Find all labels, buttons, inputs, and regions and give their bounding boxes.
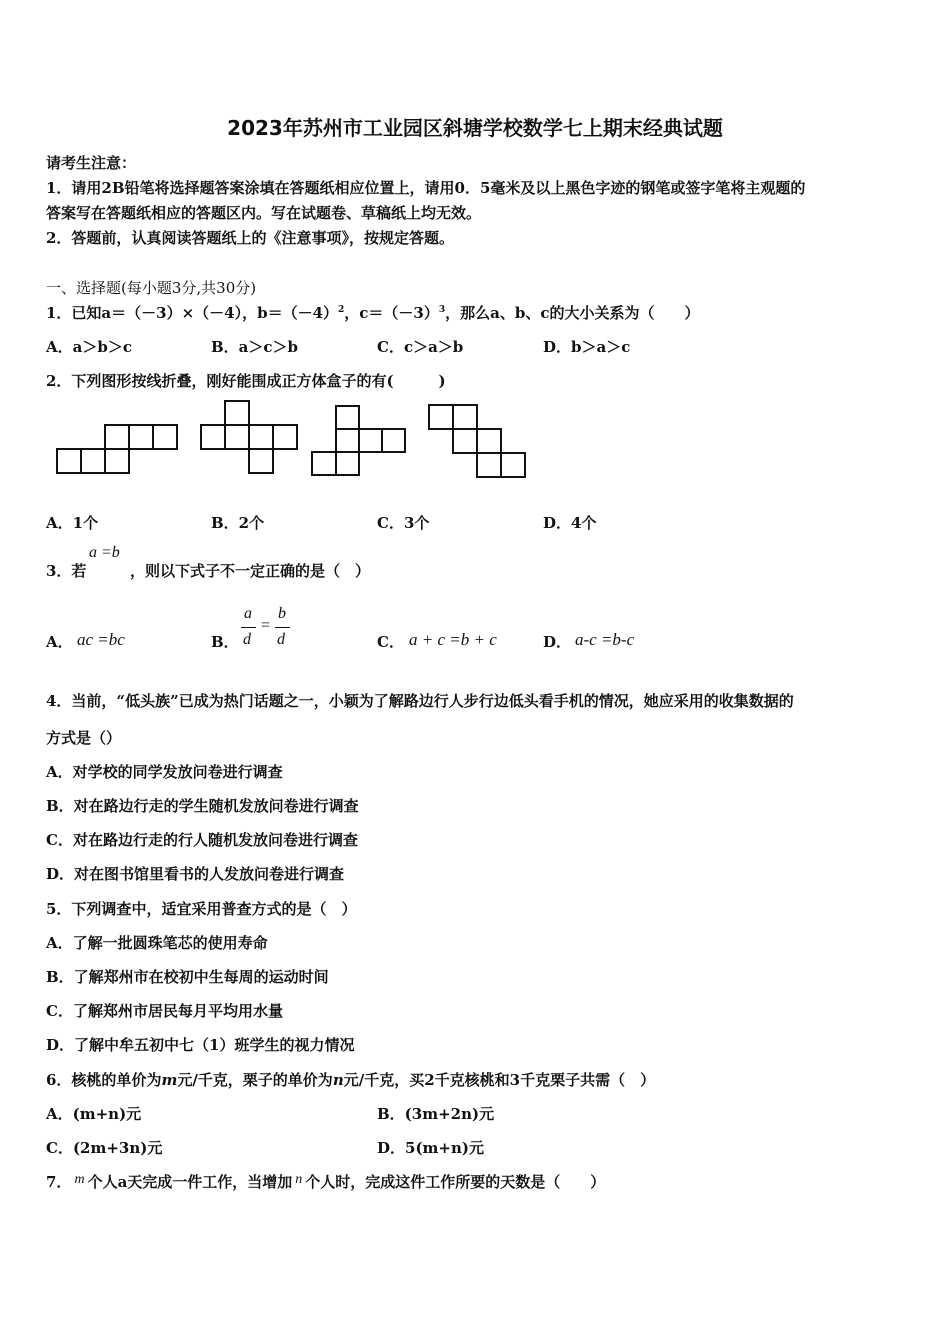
question-1: 1．已知a＝（－3）×（－4），$b=(-4)^2$，$c=(-3)^3$，那么a、b、c的大小关系为（ ） — [46, 304, 700, 322]
q1-option-b[interactable]: B．a＞c＞b — [211, 338, 299, 356]
notice-line-2: 2．答题前，认真阅读答题纸上的《注意事项》，按规定答题。 — [46, 229, 454, 247]
fraction-bar-2 — [275, 627, 290, 628]
cube-net-figure-3 — [311, 405, 409, 479]
fraction-a-denominator: d — [243, 631, 251, 648]
question-5: 5．下列调查中，适宜采用普查方式的是（ ） — [46, 900, 357, 918]
notice-line-1a: 1．请用2B铅笔将选择题答案涂填在答题纸相应位置上，请用0．5毫米及以上黑色字迹的钢笔或签字笔将主观题的 — [46, 179, 806, 197]
q6-option-c[interactable]: C．(2m+3n)元 — [46, 1139, 163, 1157]
q6-option-b[interactable]: B．(3m+2n)元 — [377, 1105, 495, 1123]
q5-option-a[interactable]: A．了解一批圆珠笔芯的使用寿命 — [46, 934, 268, 952]
notice-heading: 请考生注意： — [46, 154, 137, 172]
cube-net-figure-4 — [428, 404, 530, 480]
q1-option-d[interactable]: D．b＞a＞c — [543, 338, 631, 356]
q5-option-d[interactable]: D．了解中牟五初中七（1）班学生的视力情况 — [46, 1036, 355, 1054]
page-title: 2023年苏州市工业园区斜塘学校数学七上期末经典试题 — [227, 116, 723, 140]
q1-option-c[interactable]: C．c＞a＞b — [377, 338, 464, 356]
q3-option-a-label[interactable]: A． — [46, 633, 73, 651]
q6-option-d[interactable]: D．5(m+n)元 — [377, 1139, 484, 1157]
fraction-b-numerator: b — [278, 605, 286, 622]
q2-option-c[interactable]: C．3个 — [377, 514, 430, 532]
q1-option-a[interactable]: A．a＞b＞c — [46, 338, 132, 356]
q4-option-d[interactable]: D．对在图书馆里看书的人发放问卷进行调查 — [46, 865, 345, 883]
fraction-a-numerator: a — [244, 605, 252, 622]
cube-net-figure-1 — [56, 424, 182, 476]
question-2: 2．下列图形按线折叠，刚好能围成正方体盒子的有( ) — [46, 372, 446, 390]
q3-option-b-label[interactable]: B． — [211, 633, 239, 651]
cube-net-figure-2 — [200, 400, 302, 476]
question-4-line-1: 4．当前，“低头族”已成为热门话题之一，小颖为了解路边行人步行边低头看手机的情况，她应采用的收集数据的 — [46, 692, 794, 710]
q3-option-d-expr[interactable]: a-c =b-c — [575, 630, 635, 649]
fraction-b-denominator: d — [277, 631, 285, 648]
q4-option-b[interactable]: B．对在路边行走的学生随机发放问卷进行调查 — [46, 797, 359, 815]
q5-option-b[interactable]: B．了解郑州市在校初中生每周的运动时间 — [46, 968, 329, 986]
q3-option-d-label[interactable]: D． — [543, 633, 572, 651]
question-3-prefix: 3．若 — [46, 562, 87, 580]
question-4-line-2: 方式是（） — [46, 729, 122, 747]
question-3-suffix: ，则以下式子不一定正确的是（ ） — [130, 562, 371, 580]
fraction-bar-1 — [241, 627, 256, 628]
q2-option-b[interactable]: B．2个 — [211, 514, 265, 532]
question-7: 7． m 个人a天完成一件工作，当增加 n 个人时，完成这件工作所要的天数是（ ） — [46, 1172, 606, 1191]
q4-option-c[interactable]: C．对在路边行走的行人随机发放问卷进行调查 — [46, 831, 358, 849]
fraction-equals: = — [261, 617, 271, 634]
q3-option-a-expr[interactable]: ac =bc — [77, 630, 125, 649]
question-6: 6．核桃的单价为m元/千克，栗子的单价为n元/千克，买2千克核桃和3千克栗子共需（ ） — [46, 1071, 656, 1089]
q3-option-c-expr[interactable]: a + c =b + c — [409, 630, 497, 649]
q6-option-a[interactable]: A．(m+n)元 — [46, 1105, 142, 1123]
notice-line-1b: 答案写在答题纸相应的答题区内。写在试题卷、草稿纸上均无效。 — [46, 204, 482, 222]
q3-option-c-label[interactable]: C． — [377, 633, 404, 651]
section-heading: 一、选择题(每小题3分,共30分) — [46, 279, 257, 297]
q2-option-d[interactable]: D．4个 — [543, 514, 597, 532]
q5-option-c[interactable]: C．了解郑州市居民每月平均用水量 — [46, 1002, 283, 1020]
q4-option-a[interactable]: A．对学校的同学发放问卷进行调查 — [46, 763, 283, 781]
q2-option-a[interactable]: A．1个 — [46, 514, 99, 532]
q3-condition: a =b — [89, 544, 120, 561]
